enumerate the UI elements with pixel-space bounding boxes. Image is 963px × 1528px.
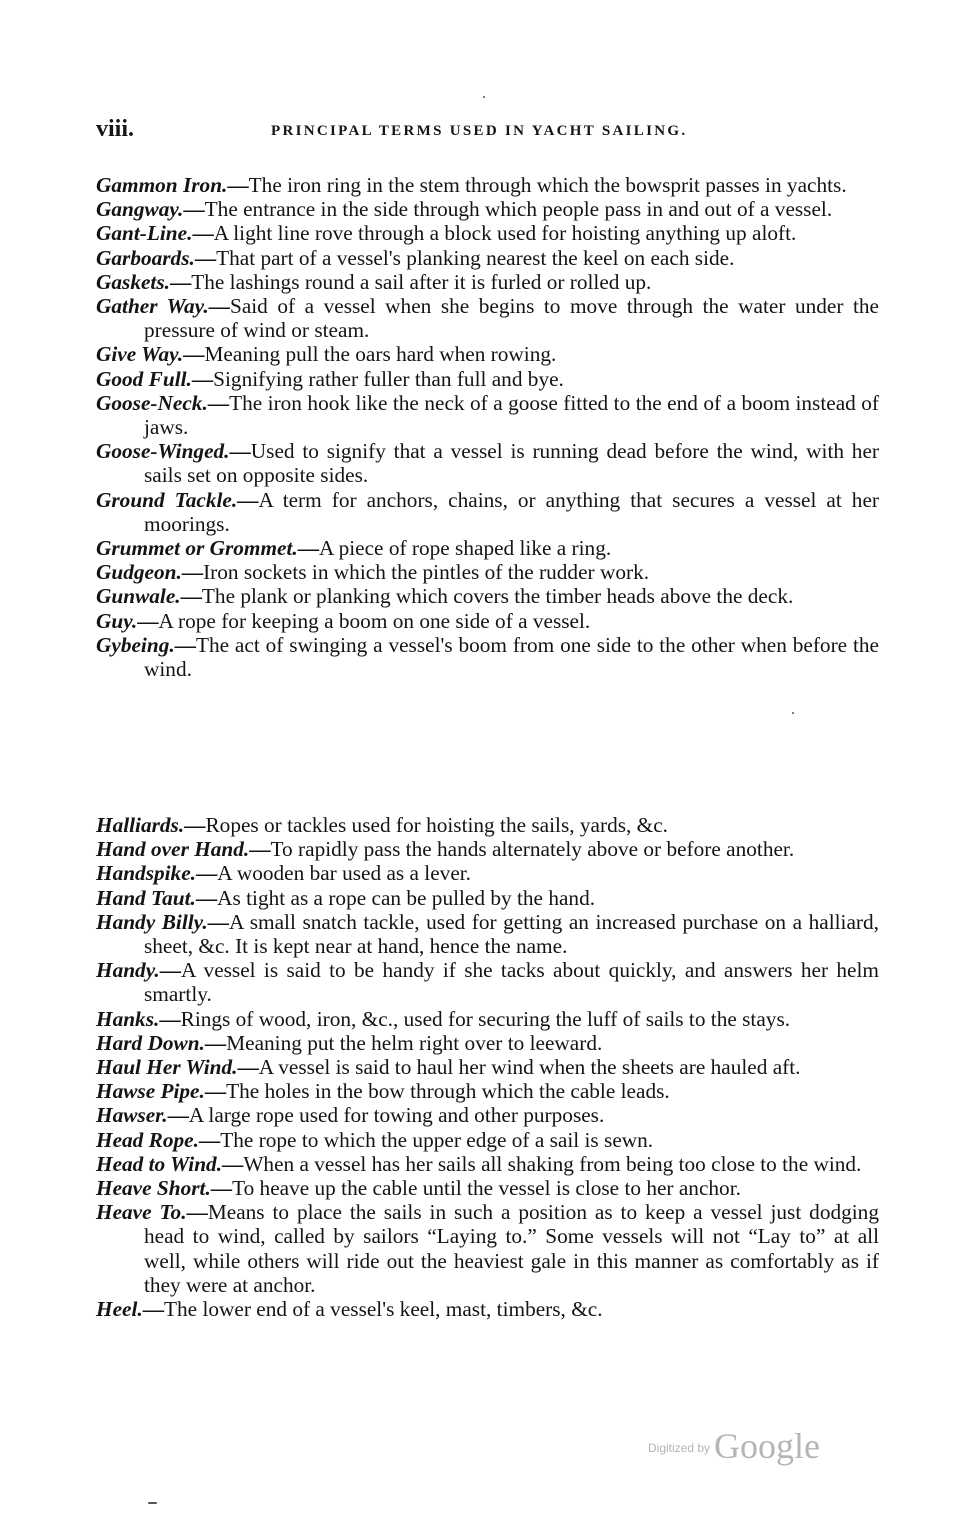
- scan-speck: [483, 96, 485, 98]
- glossary-entry: [96, 633, 879, 681]
- glossary-entry: [96, 609, 879, 633]
- entry-definition: The lower end of a vessel's keel, mast, timbers, &c.: [164, 1297, 603, 1322]
- entry-definition: A term for anchors, chains, or anything that secures a vessel at her moorings.: [144, 487, 879, 536]
- em-dash: —: [142, 1297, 165, 1322]
- entry-definition: The iron hook like the neck of a goose fitted to the end of a boom instead of jaws.: [144, 390, 879, 440]
- running-title: PRINCIPAL TERMS USED IN YACHT SAILING.: [271, 123, 688, 139]
- entry-term: Gammon Iron.: [96, 173, 228, 197]
- glossary-entry: [96, 439, 879, 487]
- em-dash: —: [191, 366, 214, 391]
- entry-definition: A piece of rope shaped like a ring.: [319, 536, 612, 561]
- glossary-entry: [96, 342, 879, 366]
- em-dash: —: [204, 1079, 227, 1104]
- em-dash: —: [183, 197, 205, 222]
- glossary-entry: [96, 1007, 879, 1031]
- entry-term: Garboards.: [96, 245, 195, 270]
- glossary-section-h: [96, 813, 879, 1321]
- glossary-entry: [96, 813, 879, 837]
- entry-definition: As tight as a rope can be pulled by the hand.: [217, 885, 596, 910]
- em-dash: —: [229, 439, 251, 464]
- google-logo: Google: [714, 1426, 821, 1466]
- entry-term: Give Way.: [96, 342, 184, 367]
- entry-definition: Rings of wood, iron, &c., used for securing the luff of sails to the stays.: [180, 1006, 791, 1031]
- em-dash: —: [169, 269, 192, 294]
- glossary-entry: [96, 1055, 879, 1079]
- entry-term: Grummet or Grommet.: [96, 536, 298, 561]
- page-header: [96, 116, 886, 148]
- entry-definition: The holes in the bow through which the cable leads.: [226, 1079, 670, 1104]
- em-dash: —: [180, 584, 202, 609]
- entry-definition: When a vessel has her sails all shaking from being too close to the wind.: [243, 1151, 862, 1176]
- entry-term: Halliards.: [96, 813, 185, 837]
- em-dash: —: [198, 1127, 221, 1152]
- entry-definition: Used to signify that a vessel is running dead before the wind, with her sails set on opposite sides.: [144, 439, 879, 488]
- glossary-entry: [96, 294, 879, 342]
- entry-term: Handy Billy.: [96, 909, 208, 934]
- entry-term: Hard Down.: [96, 1030, 205, 1055]
- glossary-entry: [96, 270, 879, 294]
- entry-term: Gudgeon.: [96, 560, 182, 585]
- glossary-entry: [96, 958, 879, 1006]
- em-dash: —: [207, 390, 230, 415]
- glossary-entry: [96, 1297, 879, 1321]
- glossary-entry: [96, 1079, 879, 1103]
- entry-definition: The act of swinging a vessel's boom from one side to the other when before the wind.: [144, 632, 879, 682]
- glossary-entry: [96, 1200, 879, 1297]
- entry-term: Hand over Hand.: [96, 837, 250, 862]
- scan-speck: [792, 712, 794, 714]
- entry-term: Hawse Pipe.: [96, 1079, 205, 1104]
- entry-definition: The rope to which the upper edge of a sail is sewn.: [220, 1127, 654, 1152]
- entry-definition: That part of a vessel's planking nearest the keel on each side.: [216, 245, 735, 270]
- glossary-section-g: [96, 173, 879, 681]
- entry-definition: The iron ring in the stem through which the bowsprit passes in yachts.: [248, 173, 847, 197]
- entry-term: Guy.: [96, 608, 138, 633]
- entry-term: Gather Way.: [96, 294, 209, 319]
- glossary-entry: [96, 246, 879, 270]
- entry-term: Head to Wind.: [96, 1151, 223, 1176]
- em-dash: —: [210, 1176, 233, 1201]
- glossary-entry: [96, 1103, 879, 1127]
- entry-term: Haul Her Wind.: [96, 1055, 238, 1080]
- em-dash: —: [192, 221, 214, 246]
- em-dash: —: [208, 294, 230, 319]
- entry-term: Gybeing.: [96, 632, 175, 657]
- glossary-entry: [96, 910, 879, 958]
- entry-definition: Means to place the sails in such a position as to keep a vessel just dodging head to wind, called by sailors “Laying to.” Some vessels will not “Lay to” at all well, while others will ride out the heaviest gale in this manner as comfortably as if they were at anchor.: [144, 1200, 879, 1297]
- em-dash: —: [137, 608, 159, 633]
- glossary-entry: [96, 837, 879, 861]
- em-dash: —: [237, 487, 259, 512]
- entry-definition: A light line rove through a block used for hoisting anything up aloft.: [213, 221, 797, 246]
- entry-term: Hanks.: [96, 1006, 160, 1031]
- em-dash: —: [174, 632, 196, 657]
- glossary-entry: [96, 1176, 879, 1200]
- glossary-entry: [96, 560, 879, 584]
- em-dash: —: [159, 958, 181, 983]
- em-dash: —: [183, 342, 205, 367]
- em-dash: —: [222, 1151, 244, 1176]
- entry-definition: Iron sockets in which the pintles of the rudder work.: [203, 560, 650, 585]
- em-dash: —: [167, 1103, 189, 1128]
- entry-definition: Meaning pull the oars hard when rowing.: [204, 342, 557, 367]
- entry-term: Heel.: [96, 1297, 143, 1322]
- entry-definition: A rope for keeping a boom on one side of a vessel.: [158, 608, 591, 633]
- entry-term: Handspike.: [96, 861, 196, 886]
- glossary-entry: [96, 391, 879, 439]
- em-dash: —: [207, 909, 229, 934]
- entry-term: Handy.: [96, 958, 160, 983]
- entry-definition: A vessel is said to haul her wind when the sheets are hauled aft.: [258, 1055, 801, 1080]
- entry-term: Good Full.: [96, 366, 192, 391]
- entry-term: Ground Tackle.: [96, 487, 238, 512]
- em-dash: —: [227, 173, 249, 197]
- entry-definition: To rapidly pass the hands alternately above or before another.: [270, 837, 795, 862]
- em-dash: —: [204, 1030, 227, 1055]
- em-dash: —: [195, 885, 218, 910]
- entry-term: Hand Taut.: [96, 885, 196, 910]
- entry-definition: Ropes or tackles used for hoisting the sails, yards, &c.: [205, 813, 669, 837]
- watermark-prefix: Digitized by: [648, 1441, 711, 1455]
- entry-term: Head Rope.: [96, 1127, 199, 1152]
- glossary-entry: [96, 584, 879, 608]
- entry-definition: The plank or planking which covers the timber heads above the deck.: [201, 584, 794, 609]
- entry-definition: A large rope used for towing and other purposes.: [188, 1103, 605, 1128]
- digitized-by-google-watermark: [648, 1425, 820, 1467]
- entry-term: Goose-Neck.: [96, 390, 208, 415]
- em-dash: —: [194, 245, 217, 270]
- em-dash: —: [181, 560, 204, 585]
- entry-term: Gant-Line.: [96, 221, 193, 246]
- page-number: viii.: [96, 116, 135, 142]
- em-dash: —: [237, 1055, 259, 1080]
- entry-definition: To heave up the cable until the vessel is close to her anchor.: [232, 1176, 741, 1201]
- glossary-entry: [96, 221, 879, 245]
- entry-term: Heave To.: [96, 1200, 187, 1225]
- glossary-entry: [96, 1031, 879, 1055]
- glossary-entry: [96, 1152, 879, 1176]
- entry-term: Heave Short.: [96, 1176, 211, 1201]
- glossary-entry: [96, 886, 879, 910]
- entry-definition: Said of a vessel when she begins to move through the water under the pressure of wind or steam.: [144, 294, 879, 343]
- glossary-entry: [96, 536, 879, 560]
- glossary-entry: [96, 488, 879, 536]
- entry-term: Gunwale.: [96, 584, 181, 609]
- em-dash: —: [297, 536, 320, 561]
- em-dash: —: [159, 1006, 181, 1031]
- entry-term: Goose-Winged.: [96, 439, 230, 464]
- entry-definition: The entrance in the side through which people pass in and out of a vessel.: [204, 197, 833, 222]
- entry-definition: Meaning put the helm right over to leeward.: [226, 1030, 603, 1055]
- em-dash: —: [186, 1200, 208, 1225]
- glossary-entry: [96, 861, 879, 885]
- entry-definition: A small snatch tackle, used for getting an increased purchase on a halliard, sheet, &c. It is kept near at hand, hence the name.: [144, 909, 879, 959]
- em-dash: —: [249, 837, 271, 862]
- entry-definition: A vessel is said to be handy if she tacks about quickly, and answers her helm smartly.: [144, 958, 879, 1007]
- entry-definition: A wooden bar used as a lever.: [217, 861, 472, 886]
- glossary-entry: [96, 1128, 879, 1152]
- entry-term: Hawser.: [96, 1103, 168, 1128]
- em-dash: —: [196, 861, 218, 886]
- em-dash: —: [184, 813, 206, 837]
- entry-definition: Signifying rather fuller than full and bye.: [213, 366, 564, 391]
- entry-definition: The lashings round a sail after it is furled or rolled up.: [191, 269, 652, 294]
- entry-term: Gaskets.: [96, 269, 170, 294]
- scan-speck: [148, 1502, 157, 1504]
- glossary-entry: [96, 367, 879, 391]
- glossary-entry: [96, 173, 879, 197]
- glossary-entry: [96, 197, 879, 221]
- entry-term: Gangway.: [96, 197, 184, 222]
